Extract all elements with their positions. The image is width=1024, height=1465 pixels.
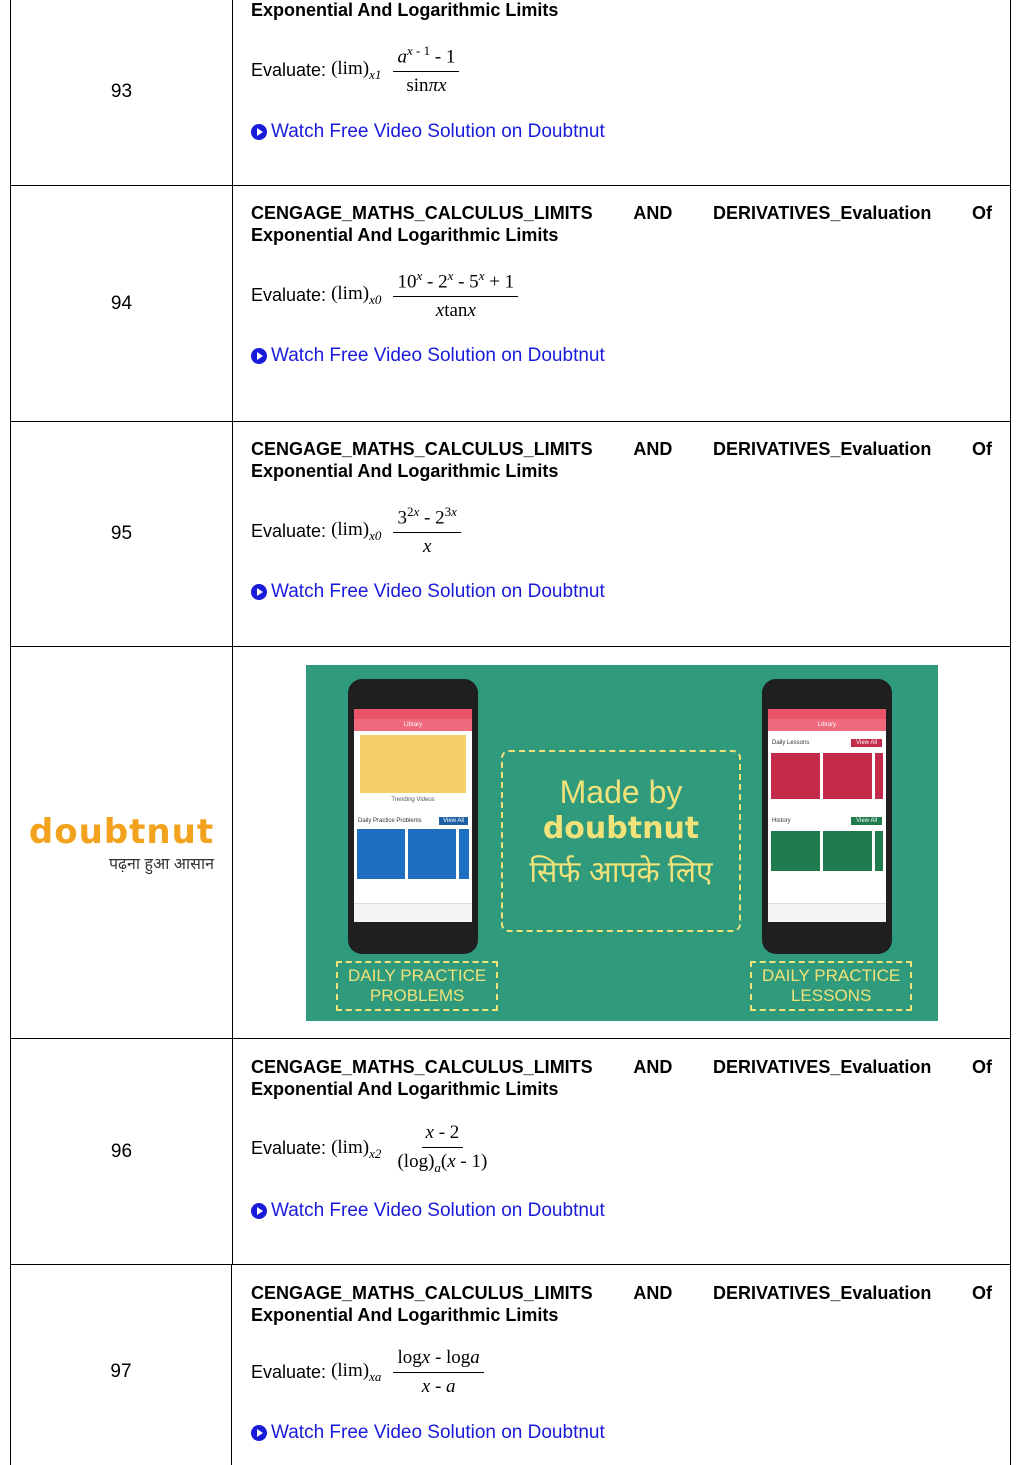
table-row (10, 1039, 1011, 1265)
phone-mockup-left: Library Trending Videos Daily Practice Problems View All (348, 679, 478, 954)
fraction: $\frac{a^{x - 1} - 1}{\sin\pi x}$ (393, 43, 459, 97)
question-number: 97 (11, 1265, 232, 1465)
table-row (10, 186, 1011, 422)
question-number: 95 (11, 422, 233, 646)
watch-video-link[interactable]: Watch Free Video Solution on Doubtnut (251, 1200, 605, 1222)
promo-banner[interactable] (306, 665, 938, 1021)
logo-tagline: पढ़ना हुआ आसान (108, 855, 214, 873)
watch-video-link[interactable]: Watch Free Video Solution on Doubtnut (251, 345, 605, 367)
play-circle-icon (251, 1425, 267, 1441)
daily-practice-problems-tag: DAILY PRACTICE PROBLEMS (336, 961, 498, 1011)
watch-video-link[interactable]: Watch Free Video Solution on Doubtnut (251, 581, 605, 603)
fraction: $\frac{10^x - 2^x - 5^x + 1}{xtanx}$ (393, 268, 518, 322)
limit-symbol: $(\lim)_{xa⃗}$ (331, 1360, 392, 1384)
fraction: $\frac{3^{2x} - 2^{3x}}{x}$ (393, 504, 460, 558)
question-number: 94 (11, 186, 233, 421)
watch-video-link[interactable]: Watch Free Video Solution on Doubtnut (251, 121, 605, 143)
question-text: Evaluate: $(\lim)_{x0⃗}$ $\frac{3^{2x} - 2^{3x}}{x}$ (251, 504, 461, 558)
limit-symbol: $(\lim)_{x0⃗}$ (331, 518, 392, 543)
limit-symbol: $(\lim)_{x0⃗}$ (331, 282, 392, 307)
evaluate-label: Evaluate: (251, 59, 327, 80)
question-text: Evaluate: $(\lim)_{xa⃗}$ $\frac{\log x - \log a}{x - a}$ (251, 1347, 484, 1398)
question-text (251, 43, 459, 97)
fraction: $\frac{x - 2}{(\log)_a(x - 1)}$ (397, 1122, 488, 1175)
question-heading: Exponential And Logarithmic Limits (251, 0, 559, 20)
ad-row (10, 647, 1011, 1039)
made-by-box: Made by doubtnut सिर्फ आपके लिए (501, 750, 741, 932)
play-circle-icon (251, 348, 267, 364)
question-text: Evaluate: $(\lim)_{x2⃗}$ $\frac{x - 2}{(\log)_a(x - 1)}$ (251, 1122, 491, 1176)
daily-practice-lessons-tag: DAILY PRACTICE LESSONS (750, 961, 912, 1011)
play-circle-icon (251, 1203, 267, 1219)
limit-symbol: $(\lim)_{x2⃗}$ (331, 1136, 392, 1161)
question-heading: CENGAGE_MATHS_CALCULUS_LIMITS AND DERIVATIVES_Evaluation Of Exponential And Logarithmic Limits (251, 1057, 992, 1099)
limit-symbol: $(\lim)_{x1⃗}$ (331, 57, 392, 82)
play-circle-icon (251, 124, 267, 140)
question-number: 96 (11, 1039, 233, 1264)
fraction: $\frac{\log x - \log a}{x - a}$ (393, 1347, 483, 1398)
doubtnut-logo (11, 647, 233, 1038)
logo-wordmark: doubtnut (28, 811, 215, 852)
watch-video-link[interactable]: Watch Free Video Solution on Doubtnut (251, 1422, 605, 1444)
question-text: Evaluate: $(\lim)_{x0⃗}$ $\frac{10^x - 2^x - 5^x + 1}{xtanx}$ (251, 268, 518, 322)
table-row (10, 0, 1011, 186)
question-heading: CENGAGE_MATHS_CALCULUS_LIMITS AND DERIVATIVES_Evaluation Of Exponential And Logarithmic Limits (251, 439, 992, 481)
question-heading: CENGAGE_MATHS_CALCULUS_LIMITS AND DERIVATIVES_Evaluation Of Exponential And Logarithmic Limits (251, 203, 992, 245)
table-row (10, 1265, 1011, 1465)
phone-mockup-right: Library Daily Lessons View All History View All (762, 679, 892, 954)
question-number: 93 (11, 0, 233, 185)
table-row (10, 422, 1011, 647)
play-circle-icon (251, 584, 267, 600)
question-heading: CENGAGE_MATHS_CALCULUS_LIMITS AND DERIVATIVES_Evaluation Of Exponential And Logarithmic Limits (251, 1283, 992, 1325)
